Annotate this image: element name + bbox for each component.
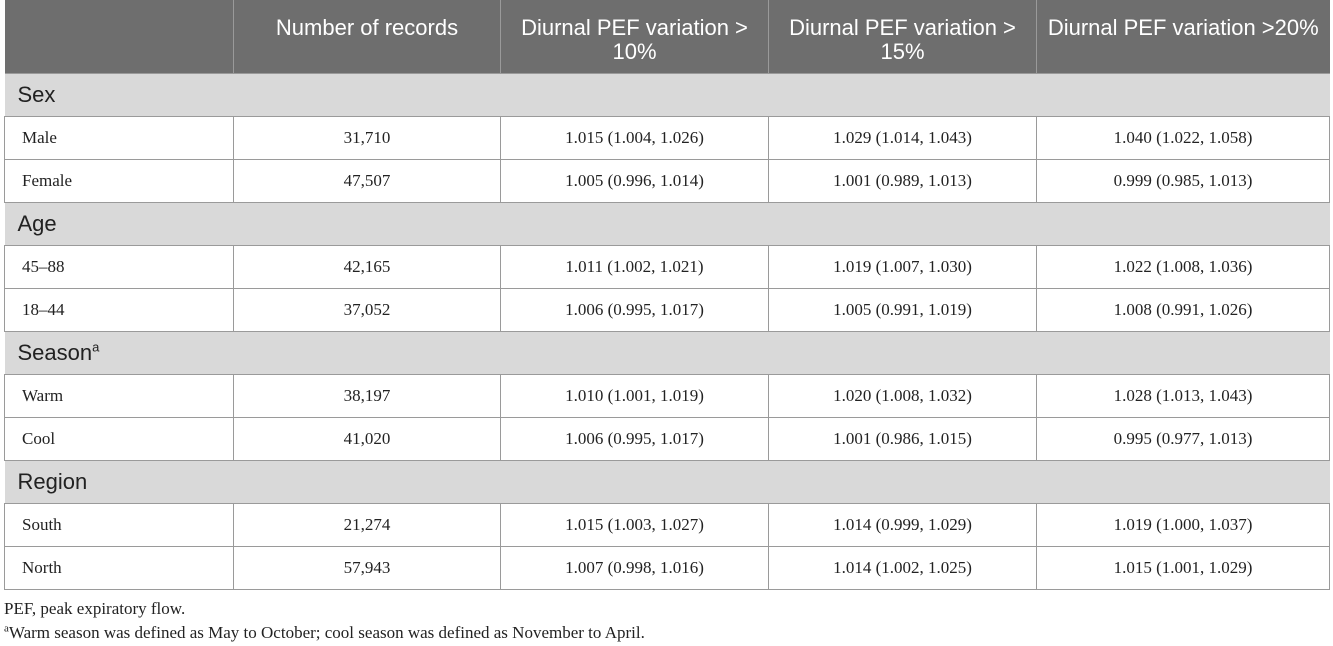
cell-variation-10: 1.006 (0.995, 1.017) <box>501 417 769 460</box>
footnote-abbreviation: PEF, peak expiratory flow. <box>4 599 186 618</box>
cell-subgroup: Female <box>5 159 234 202</box>
group-label-footnote-marker: a <box>92 339 100 355</box>
cell-variation-15: 1.001 (0.986, 1.015) <box>769 417 1037 460</box>
cell-variation-10: 1.006 (0.995, 1.017) <box>501 288 769 331</box>
footnote-marker: a <box>4 622 9 635</box>
cell-subgroup: 45–88 <box>5 245 234 288</box>
cell-variation-15: 1.029 (1.014, 1.043) <box>769 116 1037 159</box>
cell-variation-10: 1.015 (1.004, 1.026) <box>501 116 769 159</box>
cell-records: 37,052 <box>234 288 501 331</box>
cell-variation-15: 1.020 (1.008, 1.032) <box>769 374 1037 417</box>
table-row <box>5 116 1330 159</box>
cell-variation-10: 1.010 (1.001, 1.019) <box>501 374 769 417</box>
group-label <box>5 202 1330 245</box>
cell-variation-20: 1.015 (1.001, 1.029) <box>1037 546 1330 589</box>
cell-records: 38,197 <box>234 374 501 417</box>
cell-variation-20: 1.028 (1.013, 1.043) <box>1037 374 1330 417</box>
group-label-text: Age <box>17 210 57 236</box>
results-table-container <box>4 0 1329 590</box>
table-row <box>5 417 1330 460</box>
cell-records: 57,943 <box>234 546 501 589</box>
table-row <box>5 288 1330 331</box>
group-label <box>5 331 1330 374</box>
group-label <box>5 73 1330 116</box>
cell-variation-10: 1.015 (1.003, 1.027) <box>501 503 769 546</box>
cell-records: 41,020 <box>234 417 501 460</box>
cell-variation-20: 1.022 (1.008, 1.036) <box>1037 245 1330 288</box>
cell-subgroup: Cool <box>5 417 234 460</box>
table-row <box>5 546 1330 589</box>
cell-subgroup: South <box>5 503 234 546</box>
cell-subgroup: North <box>5 546 234 589</box>
cell-variation-20: 1.040 (1.022, 1.058) <box>1037 116 1330 159</box>
table-row <box>5 245 1330 288</box>
cell-variation-20: 0.999 (0.985, 1.013) <box>1037 159 1330 202</box>
cell-variation-10: 1.007 (0.998, 1.016) <box>501 546 769 589</box>
cell-subgroup: Warm <box>5 374 234 417</box>
table-footnotes <box>4 597 645 645</box>
group-row <box>5 202 1330 245</box>
footnote-season-text: Warm season was defined as May to October; cool season was defined as November to April. <box>8 623 645 642</box>
header-cell-variation-20: Diurnal PEF variation >20% <box>1037 0 1330 73</box>
cell-variation-15: 1.014 (1.002, 1.025) <box>769 546 1037 589</box>
group-row <box>5 331 1330 374</box>
cell-records: 47,507 <box>234 159 501 202</box>
group-label <box>5 460 1330 503</box>
header-cell-variation-15: Diurnal PEF variation > 15% <box>769 0 1037 73</box>
results-table <box>4 0 1330 590</box>
cell-records: 21,274 <box>234 503 501 546</box>
cell-variation-15: 1.005 (0.991, 1.019) <box>769 288 1037 331</box>
cell-variation-15: 1.001 (0.989, 1.013) <box>769 159 1037 202</box>
cell-variation-15: 1.014 (0.999, 1.029) <box>769 503 1037 546</box>
group-label-text: Region <box>17 468 88 494</box>
header-cell-stratum <box>5 0 234 73</box>
cell-variation-20: 1.008 (0.991, 1.026) <box>1037 288 1330 331</box>
group-row <box>5 460 1330 503</box>
cell-records: 31,710 <box>234 116 501 159</box>
table-header <box>5 0 1330 73</box>
cell-variation-20: 1.019 (1.000, 1.037) <box>1037 503 1330 546</box>
cell-records: 42,165 <box>234 245 501 288</box>
table-body <box>5 73 1330 589</box>
cell-variation-10: 1.005 (0.996, 1.014) <box>501 159 769 202</box>
cell-subgroup: 18–44 <box>5 288 234 331</box>
table-row <box>5 503 1330 546</box>
table-row <box>5 159 1330 202</box>
footnote-season <box>4 621 645 645</box>
cell-subgroup: Male <box>5 116 234 159</box>
cell-variation-15: 1.019 (1.007, 1.030) <box>769 245 1037 288</box>
group-label-text: Season <box>17 339 93 365</box>
group-label-text: Sex <box>17 81 56 107</box>
table-row <box>5 374 1330 417</box>
header-cell-records: Number of records <box>234 0 501 73</box>
group-row <box>5 73 1330 116</box>
cell-variation-20: 0.995 (0.977, 1.013) <box>1037 417 1330 460</box>
header-cell-variation-10: Diurnal PEF variation > 10% <box>501 0 769 73</box>
cell-variation-10: 1.011 (1.002, 1.021) <box>501 245 769 288</box>
